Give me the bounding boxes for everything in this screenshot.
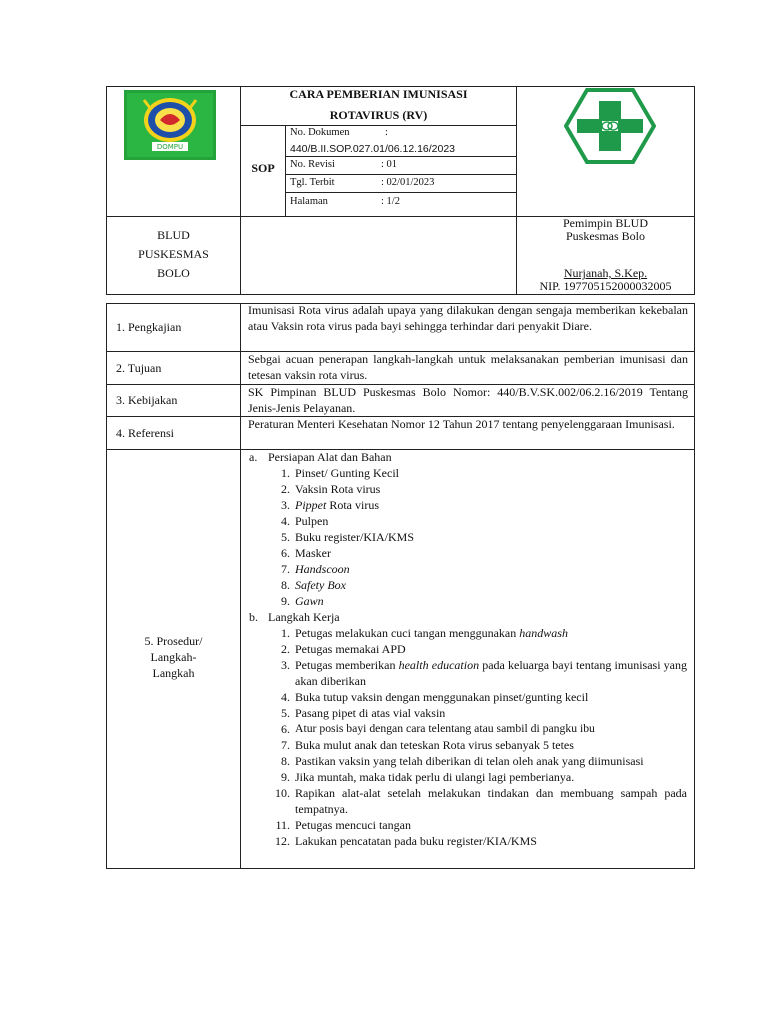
list-item: 6. Atur posis bayi dengan cara telentang atau sambil di pangku ibu [281,722,595,736]
list-item: 9. Jika muntah, maka tidak perlu di ulangi lagi pemberianya. [281,770,575,784]
list-item: 7. Handscoon [281,562,350,576]
prosedur-content [241,449,695,849]
list-item: 12. Lakukan pencatatan pada buku register/KIA/KMS [275,834,537,848]
page-row: Halaman : 1/2 [290,196,400,207]
government-logo [124,90,216,160]
doc-number-row: No. Dokumen : 440/B.II.SOP.027.01/06.12.16/2023 [286,125,516,156]
list-item: 3. Petugas memberikan health education pada keluarga bayi tentang imunisasi yang akan diberikan [281,658,687,688]
text-referensi: Peraturan Menteri Kesehatan Nomor 12 Tahun 2017 tentang penyelenggaraan Imunisasi. [248,417,675,431]
list-item: 8. Safety Box [281,578,346,592]
signer-name: Nurjanah, S.Kep. [563,266,648,280]
issue-date-row: Tgl. Terbit : 02/01/2023 [290,177,435,188]
label-pengkajian: 1. Pengkajian [116,320,182,334]
logo-left-text: DOMPU [156,143,184,151]
section-a-heading: a. Persiapan Alat dan Bahan [249,450,392,464]
text-tujuan: Sebgai acuan penerapan langkah-langkah untuk melaksanakan pemberian imunisasi dan tetesan vaksin rota virus. [248,352,688,382]
list-item: 1. Petugas melakukan cuci tangan menggunakan handwash [281,626,568,640]
label-referensi: 4. Referensi [116,425,174,440]
puskesmas-logo [564,87,656,165]
list-item: 8. Pastikan vaksin yang telah diberikan di telan oleh anak yang diimunisasi [281,754,644,768]
document-title: CARA PEMBERIAN IMUNISASI ROTAVIRUS (RV) [289,87,468,122]
signer-nip: NIP. 197705152000032005 [539,279,672,293]
list-item: 4. Buka tutup vaksin dengan menggunakan pinset/gunting kecil [281,690,589,704]
list-item: 11. Petugas mencuci tangan [275,818,411,832]
text-kebijakan: SK Pimpinan BLUD Puskesmas Bolo Nomor: 440/B.V.SK.002/06.2.16/2019 Tentang Jenis-Jenis Pelayanan. [248,385,688,415]
tools-list [249,465,687,609]
revision-row: No. Revisi : 01 [290,159,398,170]
steps-list [249,625,687,849]
label-kebijakan: 3. Kebijakan [116,393,178,407]
list-item: 5. Pasang pipet di atas vial vaksin [281,706,446,720]
organization-name: BLUD PUSKESMAS BOLO [138,228,209,280]
text-pengkajian: Imunisasi Rota virus adalah upaya yang dilakukan dengan sengaja memberikan kekebalan atau Vaksin rota virus pada bayi sehingga terhindar dari penyakit Diare. [248,303,688,333]
list-item: 2. Petugas memakai APD [281,642,406,656]
doc-number-value: 440/B.II.SOP.027.01/06.12.16/2023 [290,143,456,155]
list-item: 7. Buka mulut anak dan teteskan Rota virus sebanyak 5 tetes [281,738,574,752]
list-item: 3. Pippet Rota virus [281,498,379,512]
signer-block: Pemimpin BLUD Puskesmas Bolo [562,216,648,243]
section-b-heading: b. Langkah Kerja [249,610,340,624]
list-item: 4. Pulpen [281,514,329,528]
list-item: 1. Pinset/ Gunting Kecil [281,466,399,480]
label-tujuan: 2. Tujuan [116,360,162,375]
label-prosedur: 5. Prosedur/ Langkah- Langkah [144,634,203,680]
list-item: 9. Gawn [281,594,324,608]
sop-label: SOP [251,161,275,175]
list-item: 5. Buku register/KIA/KMS [281,530,414,544]
list-item: 10. Rapikan alat-alat setelah melakukan tindakan dan membuang sampah pada tempatnya. [275,786,687,816]
list-item: 2. Vaksin Rota virus [281,482,381,496]
list-item: 6. Masker [281,546,331,560]
